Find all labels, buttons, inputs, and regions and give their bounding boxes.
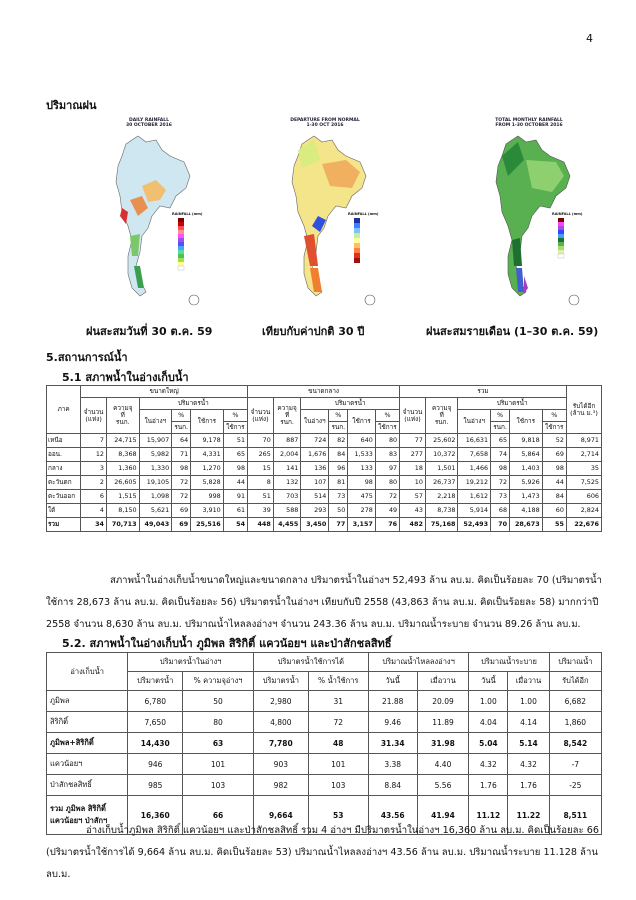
- region-cell: ใต้: [47, 504, 81, 518]
- table-cell: 4.40: [417, 754, 469, 775]
- table-cell: 50: [183, 691, 254, 712]
- table-cell: 4: [81, 504, 107, 518]
- header-usable-volume: ปริมาตรน้ำ: [253, 672, 308, 691]
- table-row: [47, 476, 602, 490]
- section-5-title: 5.สถานการณ์น้ำ: [46, 351, 128, 364]
- header-in-reservoir: ในอ่างฯ: [139, 410, 172, 434]
- table-cell: 1,466: [458, 462, 491, 476]
- table-cell: 52,493: [458, 518, 491, 532]
- table-row-total: [47, 518, 602, 532]
- table-cell: 2,824: [566, 504, 601, 518]
- table-cell: 98: [348, 476, 376, 490]
- table-cell: 132: [273, 476, 301, 490]
- table-cell: 8,368: [106, 448, 139, 462]
- table-cell: 903: [253, 754, 308, 775]
- table-cell: 51: [248, 490, 274, 504]
- table-cell: 55: [542, 518, 566, 532]
- table-cell: 514: [301, 490, 329, 504]
- region-cell: ตะวันตก: [47, 476, 81, 490]
- table-cell: 640: [348, 434, 376, 448]
- header-medium: ขนาดกลาง: [248, 386, 400, 398]
- table-cell: 60: [542, 504, 566, 518]
- table-cell: 1,860: [549, 712, 601, 733]
- table-cell: 1,612: [458, 490, 491, 504]
- table-row: [47, 448, 602, 462]
- table-cell: 50: [329, 504, 348, 518]
- table-cell: 26,605: [106, 476, 139, 490]
- table-cell: 5,828: [191, 476, 224, 490]
- table-cell: 80: [375, 434, 399, 448]
- table-cell: 6,682: [549, 691, 601, 712]
- table-cell: 1,676: [301, 448, 329, 462]
- map-legend-label: RAINFALL (mm): [348, 212, 379, 216]
- table-cell: 80: [375, 476, 399, 490]
- table-cell: 98: [172, 462, 191, 476]
- table-cell: 5.14: [508, 733, 549, 754]
- table-cell: 8: [248, 476, 274, 490]
- table-cell: 1.00: [508, 691, 549, 712]
- table-row: [47, 691, 602, 712]
- table-cell: 61: [223, 504, 247, 518]
- table-cell: 278: [348, 504, 376, 518]
- table-cell: 1.76: [469, 775, 508, 796]
- table-cell: 103: [183, 775, 254, 796]
- table-cell: 49,043: [139, 518, 172, 532]
- table-cell: 101: [308, 754, 368, 775]
- table-cell: 7,658: [458, 448, 491, 462]
- table-cell: 482: [400, 518, 426, 532]
- table-cell: 4.32: [508, 754, 549, 775]
- daily-rainfall-map: [86, 116, 212, 308]
- header-region: ภาค: [47, 386, 81, 434]
- table-cell: 8,511: [549, 796, 601, 835]
- table-cell: 70: [491, 518, 510, 532]
- header-inflow-group: ปริมาณน้ำไหลลงอ่างฯ: [368, 653, 469, 672]
- reservoir-name-cell: สิริกิติ์: [47, 712, 128, 733]
- header-large: ขนาดใหญ่: [81, 386, 248, 398]
- table-cell: 54: [223, 518, 247, 532]
- table-cell: 98: [223, 462, 247, 476]
- map-caption-monthly: ฝนสะสมรายเดือน (1–30 ต.ค. 59): [426, 325, 599, 338]
- table-cell: 52: [542, 434, 566, 448]
- header-pct: %: [375, 410, 399, 422]
- table-cell: 703: [273, 490, 301, 504]
- table-cell: 3: [81, 462, 107, 476]
- table-cell: 4,800: [253, 712, 308, 733]
- table-cell: 19,105: [139, 476, 172, 490]
- table-cell: 4.32: [469, 754, 508, 775]
- table-cell: 724: [301, 434, 329, 448]
- map-title: DAILY RAINFALL: [128, 118, 170, 123]
- table-cell: 70,713: [106, 518, 139, 532]
- header-pct-usable: ใช้การ: [375, 422, 399, 434]
- table-cell: 5,982: [139, 448, 172, 462]
- table-cell: 887: [273, 434, 301, 448]
- table-cell: 4.14: [508, 712, 549, 733]
- header-pct: %: [172, 410, 191, 422]
- header-outflow-today: วันนี้: [469, 672, 508, 691]
- map-caption-departure: เทียบกับค่าปกติ 30 ปี: [262, 325, 365, 338]
- header-volume: ปริมาตรน้ำ: [128, 672, 183, 691]
- table-row: [47, 504, 602, 518]
- table-cell: 41.94: [417, 796, 469, 835]
- table-row: [47, 775, 602, 796]
- table-cell: 8,738: [425, 504, 458, 518]
- table-cell: 2: [81, 476, 107, 490]
- table-cell: 7,780: [253, 733, 308, 754]
- table-cell: 35: [566, 462, 601, 476]
- header-pct-usable: ใช้การ: [542, 422, 566, 434]
- header-usable: ใช้การ: [191, 410, 224, 434]
- table-cell: 3,450: [301, 518, 329, 532]
- table-cell: 22,676: [566, 518, 601, 532]
- table-cell: 73: [329, 490, 348, 504]
- table-cell: 81: [329, 476, 348, 490]
- reservoir-summary-table: [46, 385, 602, 532]
- table-cell: 9,818: [510, 434, 543, 448]
- table-cell: 16,631: [458, 434, 491, 448]
- table-cell: 11.12: [469, 796, 508, 835]
- table-cell: 72: [308, 712, 368, 733]
- table-cell: 31.98: [417, 733, 469, 754]
- table-cell: 65: [491, 434, 510, 448]
- header-volume-group: ปริมาตรน้ำในอ่างฯ: [128, 653, 254, 672]
- table-cell: 985: [128, 775, 183, 796]
- table-cell: 7,650: [128, 712, 183, 733]
- table-cell: 3.38: [368, 754, 417, 775]
- table-cell: 2,980: [253, 691, 308, 712]
- table-cell: 63: [183, 733, 254, 754]
- table-cell: 606: [566, 490, 601, 504]
- reservoir-name-cell: ป่าสักชลสิทธิ์: [47, 775, 128, 796]
- header-total: รวม: [400, 386, 567, 398]
- header-reservoir: อ่างเก็บน้ำ: [47, 653, 128, 691]
- map-subtitle: 1-30 OCT 2016: [306, 123, 344, 128]
- reservoir-name-cell: ภูมิพล+สิริกิติ์: [47, 733, 128, 754]
- table-cell: 10,372: [425, 448, 458, 462]
- table-cell: 74: [491, 448, 510, 462]
- table-cell: 44: [223, 476, 247, 490]
- header-inflow-today: วันนี้: [368, 672, 417, 691]
- table-cell: 1,473: [510, 490, 543, 504]
- table-cell: 1.76: [508, 775, 549, 796]
- header-capacity: ความจุ ที่ รนก.: [425, 398, 458, 434]
- map-caption-daily: ฝนสะสมวันที่ 30 ต.ค. 59: [86, 325, 213, 338]
- table-cell: 4,188: [510, 504, 543, 518]
- table-cell: 43: [400, 504, 426, 518]
- table-cell: 1.00: [469, 691, 508, 712]
- header-volume: ปริมาตรน้ำ: [139, 398, 247, 410]
- header-capacity: ความจุ ที่ รนก.: [273, 398, 301, 434]
- table-cell: 6: [81, 490, 107, 504]
- table-cell: 77: [329, 518, 348, 532]
- table-cell: 1,403: [510, 462, 543, 476]
- table-cell: 1,533: [348, 448, 376, 462]
- header-volume: ปริมาตรน้ำ: [458, 398, 566, 410]
- table-cell: 3,157: [348, 518, 376, 532]
- table-cell: 75,168: [425, 518, 458, 532]
- table-cell: 5.56: [417, 775, 469, 796]
- table-cell: 80: [183, 712, 254, 733]
- header-inflow-yesterday: เมื่อวาน: [417, 672, 469, 691]
- map-title: TOTAL MONTHLY RAINFALL: [495, 118, 563, 123]
- table-cell: 66: [183, 796, 254, 835]
- table-cell: 11.89: [417, 712, 469, 733]
- total-monthly-rainfall-map: [466, 116, 592, 308]
- map-subtitle: FROM 1-30 OCTOBER 2016: [495, 123, 563, 128]
- table-cell: 9,664: [253, 796, 308, 835]
- region-cell: รวม: [47, 518, 81, 532]
- header-pct-usable: ใช้การ: [223, 422, 247, 434]
- table-cell: 71: [172, 448, 191, 462]
- table-cell: 51: [223, 434, 247, 448]
- table-cell: 57: [400, 490, 426, 504]
- header-in-reservoir: ในอ่างฯ: [301, 410, 329, 434]
- table-row: [47, 462, 602, 476]
- header-count: จำนวน (แห่ง): [81, 398, 107, 434]
- table-cell: 48: [308, 733, 368, 754]
- table-cell: 65: [223, 448, 247, 462]
- table-cell: 4,455: [273, 518, 301, 532]
- table-cell: 1,501: [425, 462, 458, 476]
- header-receive: รับได้อีก (ล้าน ม.³): [566, 386, 601, 434]
- table-cell: 25,516: [191, 518, 224, 532]
- table-cell: 72: [375, 490, 399, 504]
- table-cell: 4.04: [469, 712, 508, 733]
- table-cell: 43.56: [368, 796, 417, 835]
- table-cell: 64: [172, 434, 191, 448]
- table-cell: 277: [400, 448, 426, 462]
- header-pct-capacity: รนก.: [329, 422, 348, 434]
- table-cell: 25,602: [425, 434, 458, 448]
- table-cell: 83: [375, 448, 399, 462]
- table-cell: 982: [253, 775, 308, 796]
- table-cell: 2,714: [566, 448, 601, 462]
- reservoir-name-cell: แควน้อยฯ: [47, 754, 128, 775]
- section-5-1-title: 5.1 สภาพน้ำในอ่างเก็บน้ำ: [62, 371, 189, 384]
- region-cell: กลาง: [47, 462, 81, 476]
- header-pct: %: [491, 410, 510, 422]
- reservoir-name-cell: ภูมิพล: [47, 691, 128, 712]
- table-cell: 107: [301, 476, 329, 490]
- table-cell: 26,737: [425, 476, 458, 490]
- table-cell: 998: [191, 490, 224, 504]
- table-cell: 34: [81, 518, 107, 532]
- header-receive: รับได้อีก: [549, 672, 601, 691]
- table-row: [47, 712, 602, 733]
- table-cell: 84: [329, 448, 348, 462]
- table-cell: -7: [549, 754, 601, 775]
- table-cell: 9.46: [368, 712, 417, 733]
- table-cell: 39: [248, 504, 274, 518]
- table-cell: 97: [375, 462, 399, 476]
- table-cell: 103: [308, 775, 368, 796]
- header-capacity: ความจุ ที่ รนก.: [106, 398, 139, 434]
- table-row: [47, 733, 602, 754]
- table-cell: 9,178: [191, 434, 224, 448]
- table-cell: 11.22: [508, 796, 549, 835]
- table-cell: 49: [375, 504, 399, 518]
- table-cell: 31: [308, 691, 368, 712]
- table-cell: 5,621: [139, 504, 172, 518]
- header-count: จำนวน (แห่ง): [400, 398, 426, 434]
- table-cell: 73: [491, 490, 510, 504]
- table-cell: 1,330: [139, 462, 172, 476]
- section-5-2-title: 5.2. สภาพน้ำในอ่างเก็บน้ำ ภูมิพล สิริกิติ์ แควน้อยฯ และป่าสักชลสิทธิ์: [62, 637, 392, 650]
- header-pct-capacity: รนก.: [172, 422, 191, 434]
- table-row: [47, 490, 602, 504]
- table-cell: 14,430: [128, 733, 183, 754]
- table-cell: 70: [248, 434, 274, 448]
- table-cell: 293: [301, 504, 329, 518]
- table-cell: 21.88: [368, 691, 417, 712]
- header-count: จำนวน (แห่ง): [248, 398, 274, 434]
- table-row: [47, 434, 602, 448]
- table-cell: 5,926: [510, 476, 543, 490]
- table-cell: 84: [542, 490, 566, 504]
- header-receive-group: ปริมาณน้ำ: [549, 653, 601, 672]
- header-usable: ใช้การ: [348, 410, 376, 434]
- table-cell: 8.84: [368, 775, 417, 796]
- table-cell: 19,212: [458, 476, 491, 490]
- table-cell: 141: [273, 462, 301, 476]
- table-cell: 136: [301, 462, 329, 476]
- region-cell: ออน.: [47, 448, 81, 462]
- header-outflow-yesterday: เมื่อวาน: [508, 672, 549, 691]
- table-cell: 77: [400, 434, 426, 448]
- table-cell: 76: [375, 518, 399, 532]
- table-cell: 18: [400, 462, 426, 476]
- table-cell: 15: [248, 462, 274, 476]
- table-cell: 16,360: [128, 796, 183, 835]
- table-cell: 6,780: [128, 691, 183, 712]
- table-cell: 28,673: [510, 518, 543, 532]
- table-cell: 946: [128, 754, 183, 775]
- table-cell: 7: [81, 434, 107, 448]
- table-cell: 44: [542, 476, 566, 490]
- header-volume: ปริมาตรน้ำ: [301, 398, 400, 410]
- header-pct: %: [542, 410, 566, 422]
- header-outflow-group: ปริมาณน้ำระบาย: [469, 653, 549, 672]
- table-cell: 20.09: [417, 691, 469, 712]
- table-cell: 72: [491, 476, 510, 490]
- table-cell: 5,864: [510, 448, 543, 462]
- table-cell: 1,360: [106, 462, 139, 476]
- table-cell: 96: [329, 462, 348, 476]
- table-cell: 7,525: [566, 476, 601, 490]
- table-cell: 82: [329, 434, 348, 448]
- table-cell: 10: [400, 476, 426, 490]
- table-cell: 1,270: [191, 462, 224, 476]
- table-cell: 4,331: [191, 448, 224, 462]
- map-subtitle: 30 OCTOBER 2016: [126, 123, 172, 128]
- table-cell: 265: [248, 448, 274, 462]
- table-cell: 98: [491, 462, 510, 476]
- table-cell: 588: [273, 504, 301, 518]
- region-cell: ตะวันออก: [47, 490, 81, 504]
- table-cell: -25: [549, 775, 601, 796]
- table-cell: 53: [308, 796, 368, 835]
- table-cell: 2,004: [273, 448, 301, 462]
- table-row: [47, 754, 602, 775]
- table-cell: 91: [223, 490, 247, 504]
- departure-from-normal-map: [262, 116, 388, 308]
- table-cell: 5.04: [469, 733, 508, 754]
- reservoir-summary-paragraph: สภาพน้ำในอ่างเก็บน้ำขนาดใหญ่และขนาดกลาง ปริมาตรน้ำในอ่างฯ 52,493 ล้าน ลบ.ม. คิดเป็นร้อยละ 70 (ปริมาตรน้ำใช้การ 28,673 ล้าน ลบ.ม. คิดเป็นร้อยละ 56) ปริมาตรน้ำในอ่างฯ เทียบกับปี 2558 (43,863 ล้าน ลบ.ม. คิดเป็นร้อยละ 58) มากกว่าปี 2558 จำนวน 8,630 ล้าน ลบ.ม. ปริมาณน้ำไหลลงอ่างฯ จำนวน 243.36 ล้าน ลบ.ม. ปริมาณน้ำระบาย จำนวน 89.26 ล้าน ลบ.ม.: [46, 575, 602, 630]
- table-cell: 1,515: [106, 490, 139, 504]
- table-cell: 72: [172, 490, 191, 504]
- page-number: 4: [586, 32, 593, 45]
- table-cell: 98: [542, 462, 566, 476]
- header-usable-group: ปริมาตรน้ำใช้การได้: [253, 653, 368, 672]
- header-pct-usable: % น้ำใช้การ: [308, 672, 368, 691]
- table-cell: 31.34: [368, 733, 417, 754]
- table-cell: 1,098: [139, 490, 172, 504]
- table-cell: 15,907: [139, 434, 172, 448]
- table-cell: 12: [81, 448, 107, 462]
- header-pct-capacity: รนก.: [491, 422, 510, 434]
- rain-section-title: ปริมาณฝน: [46, 99, 97, 112]
- table-cell: 69: [172, 504, 191, 518]
- table-cell: 101: [183, 754, 254, 775]
- table-cell: 8,150: [106, 504, 139, 518]
- table-cell: 8,542: [549, 733, 601, 754]
- header-usable: ใช้การ: [510, 410, 543, 434]
- table-cell: 3,910: [191, 504, 224, 518]
- region-cell: เหนือ: [47, 434, 81, 448]
- header-pct-capacity: % ความจุอ่างฯ: [183, 672, 254, 691]
- table-cell: 72: [172, 476, 191, 490]
- map-legend-label: RAINFALL (mm): [552, 212, 583, 216]
- main-reservoirs-paragraph: อ่างเก็บน้ำภูมิพล สิริกิติ์ แควน้อยฯ และป่าสักชลสิทธิ์ รวม 4 อ่างฯ มีปริมาตรน้ำในอ่างฯ 16,360 ล้าน ลบ.ม. คิดเป็นร้อยละ 66 (ปริมาตรน้ำใช้การได้ 9,664 ล้าน ลบ.ม. คิดเป็นร้อยละ 53) ปริมาณน้ำไหลลงอ่างฯ 43.56 ล้าน ลบ.ม. ปริมาณน้ำระบาย 11.128 ล้าน ลบ.ม.: [46, 825, 599, 880]
- map-legend-label: RAINFALL (mm): [172, 212, 203, 216]
- table-cell: 69: [172, 518, 191, 532]
- table-cell: 475: [348, 490, 376, 504]
- table-cell: 5,914: [458, 504, 491, 518]
- table-cell: 68: [491, 504, 510, 518]
- header-pct: %: [223, 410, 247, 422]
- main-reservoirs-table: [46, 652, 602, 835]
- table-cell: 69: [542, 448, 566, 462]
- total-name-cell: รวม ภูมิพล สิริกิติ์ แควน้อยฯ ป่าสักฯ: [47, 796, 128, 835]
- header-pct: %: [329, 410, 348, 422]
- table-cell: 448: [248, 518, 274, 532]
- map-title: DEPARTURE FROM NORMAL: [290, 118, 360, 123]
- header-in-reservoir: ในอ่างฯ: [458, 410, 491, 434]
- table-cell: 8,971: [566, 434, 601, 448]
- table-cell: 133: [348, 462, 376, 476]
- table-cell: 2,218: [425, 490, 458, 504]
- table-cell: 24,715: [106, 434, 139, 448]
